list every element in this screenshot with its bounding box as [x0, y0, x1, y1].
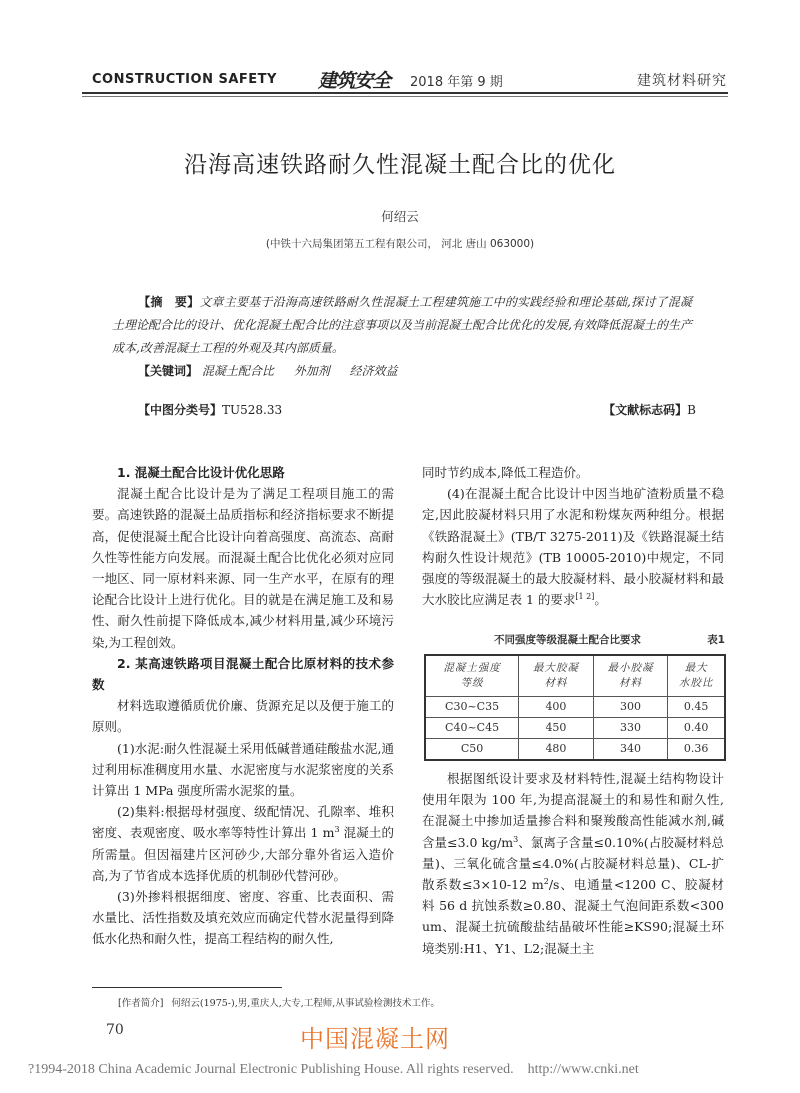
watermark: 中国混凝土网	[300, 1025, 450, 1053]
table-cell: 300	[593, 697, 668, 718]
footnote-text: 何绍云(1975-),男,重庆人,大专,工程师,从事试验检测技术工作。	[171, 998, 440, 1009]
doc-code-value: B	[687, 403, 696, 417]
header-line: 材料	[619, 677, 643, 689]
header-line: 等级	[460, 677, 484, 689]
text-run: 、氯离子含量≤0.10%(占胶凝材料总量)、三氧化硫含量≤4.0%(占胶凝材料总量)、CL-扩散系数≤3×10-12 m	[422, 834, 725, 893]
table-cell: 400	[519, 697, 594, 718]
keyword: 混凝土配合比	[201, 364, 274, 378]
author-bio-footnote	[118, 995, 440, 1009]
text-run: (2)集料:根据母材强度、级配情况、孔隙率、堆积密度、表观密度、吸水率等特性计算出 1 m	[92, 804, 394, 841]
paragraph: 材料选取遵循质优价廉、货源充足以及便于施工的原则。	[92, 698, 394, 735]
right-column	[422, 462, 724, 610]
footnote-rule	[92, 987, 282, 988]
header-line: 最大	[684, 662, 708, 674]
header-line: 材料	[544, 677, 568, 689]
issue-label: 2018 年第 9 期	[410, 75, 503, 90]
clc-number	[138, 401, 282, 418]
journal-logo: 建筑安全	[318, 70, 391, 92]
table-header-cell	[519, 655, 594, 697]
superscript: 2	[543, 876, 549, 886]
abstract	[112, 291, 692, 360]
right-column-lower	[422, 768, 724, 959]
clc-label: 【中图分类号】	[138, 403, 223, 417]
page-number: 70	[106, 1022, 124, 1038]
superscript: 3	[334, 825, 340, 835]
author-affiliation: (中铁十六局集团第五工程有限公司， 河北 唐山 063000)	[265, 238, 535, 250]
keyword: 外加剂	[293, 364, 330, 378]
citation: [1 2]	[575, 592, 595, 602]
keyword: 经济效益	[349, 364, 398, 378]
copyright-text: ?1994-2018 China Academic Journal Electronic Publishing House. All rights reserved.	[28, 1062, 514, 1077]
paragraph	[422, 483, 724, 610]
superscript: 3	[513, 834, 519, 844]
header-rule	[82, 92, 728, 94]
text-run: 混凝土的所需量。但因福建片区河砂少,大部分靠外省运入造价高,为了节省成本选择优质的机制砂代替河砂。	[92, 825, 394, 883]
table-cell: C40~C45	[425, 718, 519, 739]
table-header-cell	[593, 655, 668, 697]
copyright-line	[28, 1062, 639, 1078]
table-label: 表1	[707, 634, 725, 646]
abstract-text: 文章主要基于沿海高速铁路耐久性混凝土工程建筑施工中的实践经验和理论基础,探讨了混凝土理论配合比的设计、优化混凝土配合比的注意事项以及当前混凝土配合比优化的发展,有效降低混凝土的生产成本,改善混凝土工程的外观及其内部质量。	[112, 295, 692, 355]
table-cell: 0.36	[668, 739, 725, 761]
section-2-heading: 2. 某高速铁路项目混凝土配合比原材料的技术参数	[92, 655, 394, 693]
doc-code-label: 【文献标志码】	[603, 403, 688, 417]
table-cell: C50	[425, 739, 519, 761]
text-run: 根据图纸设计要求及材料特性,混凝土结构物设计使用年限为 100 年,为提高混凝土的和易性和耐久性,在混凝土中掺加适量掺合料和聚羧酸高性能减水剂,碱含量≤3.0 kg/m	[422, 771, 724, 850]
journal-name-en: CONSTRUCTION SAFETY	[92, 72, 277, 87]
table-row	[425, 718, 725, 739]
header-line: 混凝土强度	[443, 662, 501, 674]
table-header-cell	[425, 655, 519, 697]
mix-ratio-table	[424, 654, 726, 761]
text-run: /s、电通量<1200 C、胶凝材料 56 d 抗蚀系数≥0.80、混凝土气泡间距系数<300 um、混凝土抗硫酸盐结晶破坏性能≥KS90;混凝土环境类别:H1、Y1、L2;混凝土主	[422, 877, 724, 956]
footnote-label: [作者简介]	[118, 998, 164, 1009]
header-rule-thin	[82, 96, 728, 97]
header-line: 最大胶凝	[532, 662, 579, 674]
text-run: (4)在混凝土配合比设计中因当地矿渣粉质量不稳定,因此胶凝材料只用了水泥和粉煤灰两种组分。根据《铁路混凝土》(TB/T 3275-2011)及《铁路混凝土结构耐久性设计规范》(TB 10005-2010)中规定，不同强度的等级混凝土的最大胶凝材料、最小胶凝材料和最大水胶比应满足表 1 的要求	[422, 486, 724, 608]
paragraph: 同时节约成本,降低工程造价。	[422, 465, 589, 480]
clc-value: TU528.33	[222, 403, 283, 417]
cnki-link[interactable]: http://www.cnki.net	[527, 1062, 639, 1077]
table-cell: 340	[593, 739, 668, 761]
table-cell: C30~C35	[425, 697, 519, 718]
table-cell: 480	[519, 739, 594, 761]
keywords-label: 【关键词】	[138, 364, 199, 378]
header-line: 水胶比	[678, 677, 714, 689]
left-column	[92, 462, 394, 972]
table-cell: 450	[519, 718, 594, 739]
table-cell: 0.45	[668, 697, 725, 718]
column-name: 建筑材料研究	[637, 73, 727, 89]
table-header-cell	[668, 655, 725, 697]
section-1-heading: 1. 混凝土配合比设计优化思路	[117, 465, 285, 480]
abstract-label: 【摘 要】	[138, 295, 200, 309]
header-line: 最小胶凝	[607, 662, 654, 674]
article-title: 沿海高速铁路耐久性混凝土配合比的优化	[184, 152, 616, 178]
paragraph: (1)水泥:耐久性混凝土采用低碱普通硅酸盐水泥,通过利用标准稠度用水量、水泥密度与水泥浆密度的关系计算出 1 MPa 强度所需水泥浆的量。	[92, 740, 394, 799]
table-header-row	[425, 655, 725, 697]
table-row	[425, 697, 725, 718]
table-row	[425, 739, 725, 761]
paragraph	[422, 768, 724, 959]
text-run: 。	[594, 592, 607, 608]
paragraph	[92, 801, 394, 886]
table-caption: 不同强度等级混凝土配合比要求	[494, 634, 641, 646]
document-code	[603, 401, 696, 418]
table-cell: 330	[593, 718, 668, 739]
paragraph: 混凝土配合比设计是为了满足工程项目施工的需要。高速铁路的混凝土品质指标和经济指标要求不断提高，促使混凝土配合比设计向着高强度、高流态、高耐久性等性能方向发展。而混凝土配合比优化必须对应同一地区、同一原材料来源、同一生产水平，在原有的理论配合比设计上进行优化。目的就是在满足施工及和易性、耐久性前提下降低成本,减少材料用量,减少环境污染,为工程创效。	[92, 486, 394, 650]
keywords	[138, 362, 414, 379]
table-cell: 0.40	[668, 718, 725, 739]
author-name: 何绍云	[381, 209, 419, 224]
paragraph: (3)外掺料根据细度、密度、容重、比表面积、需水量比、活性指数及填充效应而确定代替水泥量得到降低水化热和耐久性，提高工程结构的耐久性,	[92, 889, 394, 947]
